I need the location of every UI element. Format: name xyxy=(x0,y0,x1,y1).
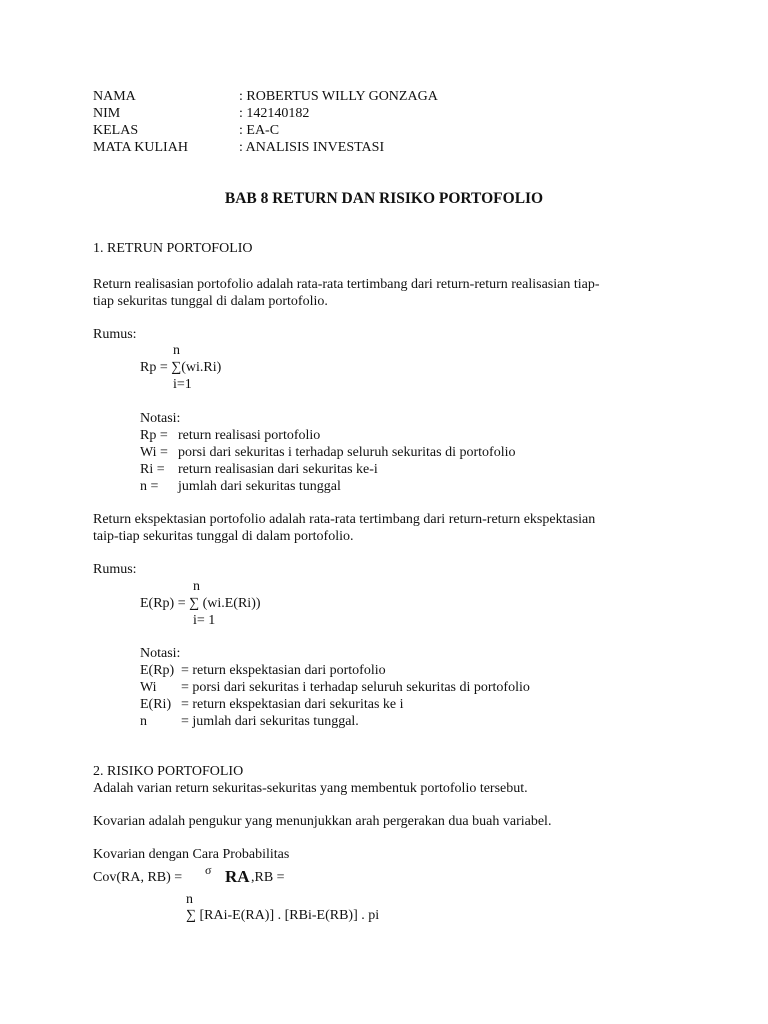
paragraph: Kovarian adalah pengukur yang menunjukkan arah pergerakan dua buah variabel. xyxy=(93,814,552,829)
value-kelas: : EA-C xyxy=(239,123,280,138)
paragraph: Adalah varian return sekuritas-sekuritas yang membentuk portofolio tersebut. xyxy=(93,781,528,796)
cov-ra: RA xyxy=(225,867,250,886)
paragraph: Return ekspektasian portofolio adalah rata-rata tertimbang dari return-return ekspektasian xyxy=(93,512,596,527)
document-title: BAB 8 RETURN DAN RISIKO PORTOFOLIO xyxy=(224,190,544,207)
notasi-symbol: n xyxy=(140,714,147,729)
notasi-symbol: Wi xyxy=(140,680,157,695)
formula-rp: Rp = ∑(wi.Ri) xyxy=(140,360,222,375)
section2-heading: 2. RISIKO PORTOFOLIO xyxy=(93,764,244,779)
cov-rb: ,RB = xyxy=(251,870,285,885)
notasi-desc: return realisasi portofolio xyxy=(178,428,321,443)
rumus-label: Rumus: xyxy=(93,562,137,577)
cov-sum-formula: ∑ [RAi-E(RA)] . [RBi-E(RB)] . pi xyxy=(186,908,380,923)
sigma-symbol: σ xyxy=(205,863,212,877)
notasi-symbol: n = xyxy=(140,479,159,494)
formula-erp: E(Rp) = ∑ (wi.E(Ri)) xyxy=(140,596,261,611)
sum-lower-limit: i= 1 xyxy=(193,613,216,628)
sum-lower-limit: i=1 xyxy=(173,377,192,392)
value-nim: : 142140182 xyxy=(239,106,310,121)
paragraph: Return realisasian portofolio adalah rata-rata tertimbang dari return-return realisasian tiap- xyxy=(93,277,600,292)
notasi-label: Notasi: xyxy=(140,411,181,426)
notasi-symbol: E(Ri) xyxy=(140,697,172,712)
notasi-symbol: Wi = xyxy=(140,445,168,460)
notasi-desc: = porsi dari sekuritas i terhadap seluruh sekuritas di portofolio xyxy=(181,680,530,695)
notasi-symbol: Ri = xyxy=(140,462,165,477)
label-mata-kuliah: MATA KULIAH xyxy=(93,140,188,155)
notasi-desc: return realisasian dari sekuritas ke-i xyxy=(178,462,378,477)
sum-upper-limit: n xyxy=(193,579,200,594)
notasi-desc: = return ekspektasian dari sekuritas ke i xyxy=(181,697,404,712)
label-kelas: KELAS xyxy=(93,123,139,138)
notasi-desc: = jumlah dari sekuritas tunggal. xyxy=(181,714,359,729)
notasi-symbol: Rp = xyxy=(140,428,168,443)
notasi-desc: = return ekspektasian dari portofolio xyxy=(181,663,386,678)
paragraph: tiap sekuritas tunggal di dalam portofolio. xyxy=(93,294,328,309)
section1-heading: 1. RETRUN PORTOFOLIO xyxy=(93,241,253,256)
notasi-label: Notasi: xyxy=(140,646,181,661)
rumus-label: Rumus: xyxy=(93,327,137,342)
label-nama: NAMA xyxy=(93,89,136,104)
sum-upper-limit: n xyxy=(173,343,180,358)
notasi-desc: porsi dari sekuritas i terhadap seluruh sekuritas di portofolio xyxy=(178,445,516,460)
cov-lhs: Cov(RA, RB) = xyxy=(93,870,183,885)
paragraph: taip-tiap sekuritas tunggal di dalam portofolio. xyxy=(93,529,354,544)
label-nim: NIM xyxy=(93,106,121,121)
notasi-symbol: E(Rp) xyxy=(140,663,175,678)
sum-upper-limit: n xyxy=(186,892,193,907)
paragraph: Kovarian dengan Cara Probabilitas xyxy=(93,847,290,862)
notasi-desc: jumlah dari sekuritas tunggal xyxy=(178,479,341,494)
value-mata-kuliah: : ANALISIS INVESTASI xyxy=(239,140,385,155)
value-nama: : ROBERTUS WILLY GONZAGA xyxy=(239,89,438,104)
